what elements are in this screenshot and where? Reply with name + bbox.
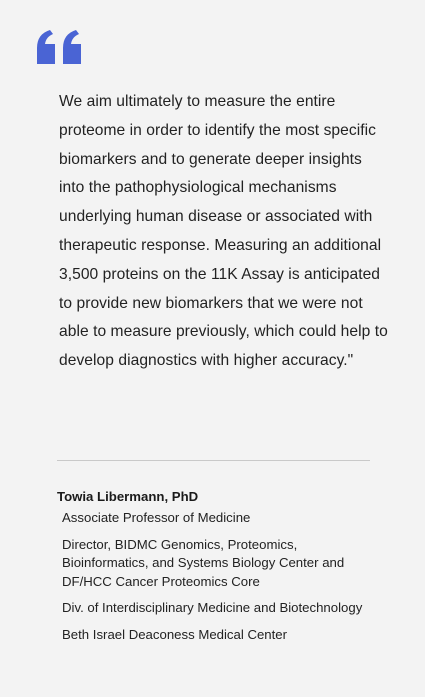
quote-text: We aim ultimately to measure the entire proteome in order to identify the most specific biomarkers and to generate deeper insights into the pathophysiological mechanisms underlying human disease or associated with therapeutic response. Measuring an additional 3,500 proteins on the 11K Assay is anticipated to provide new biomarkers that we were not able to measure previously, which could help to develop diagnostics with higher accuracy." xyxy=(59,93,388,370)
quote-icon xyxy=(35,30,85,64)
author-roles xyxy=(62,509,382,653)
author-role: Director, BIDMC Genomics, Proteomics, Bioinformatics, and Systems Biology Center and DF/HCC Cancer Proteomics Core xyxy=(62,536,345,589)
author-role: Associate Professor of Medicine xyxy=(62,510,251,525)
divider xyxy=(57,460,370,461)
author-role: Beth Israel Deaconess Medical Center xyxy=(62,626,288,642)
author-name: Towia Libermann, PhD xyxy=(57,489,199,504)
author-role: Div. of Interdisciplinary Medicine and Biotechnology xyxy=(62,600,363,616)
